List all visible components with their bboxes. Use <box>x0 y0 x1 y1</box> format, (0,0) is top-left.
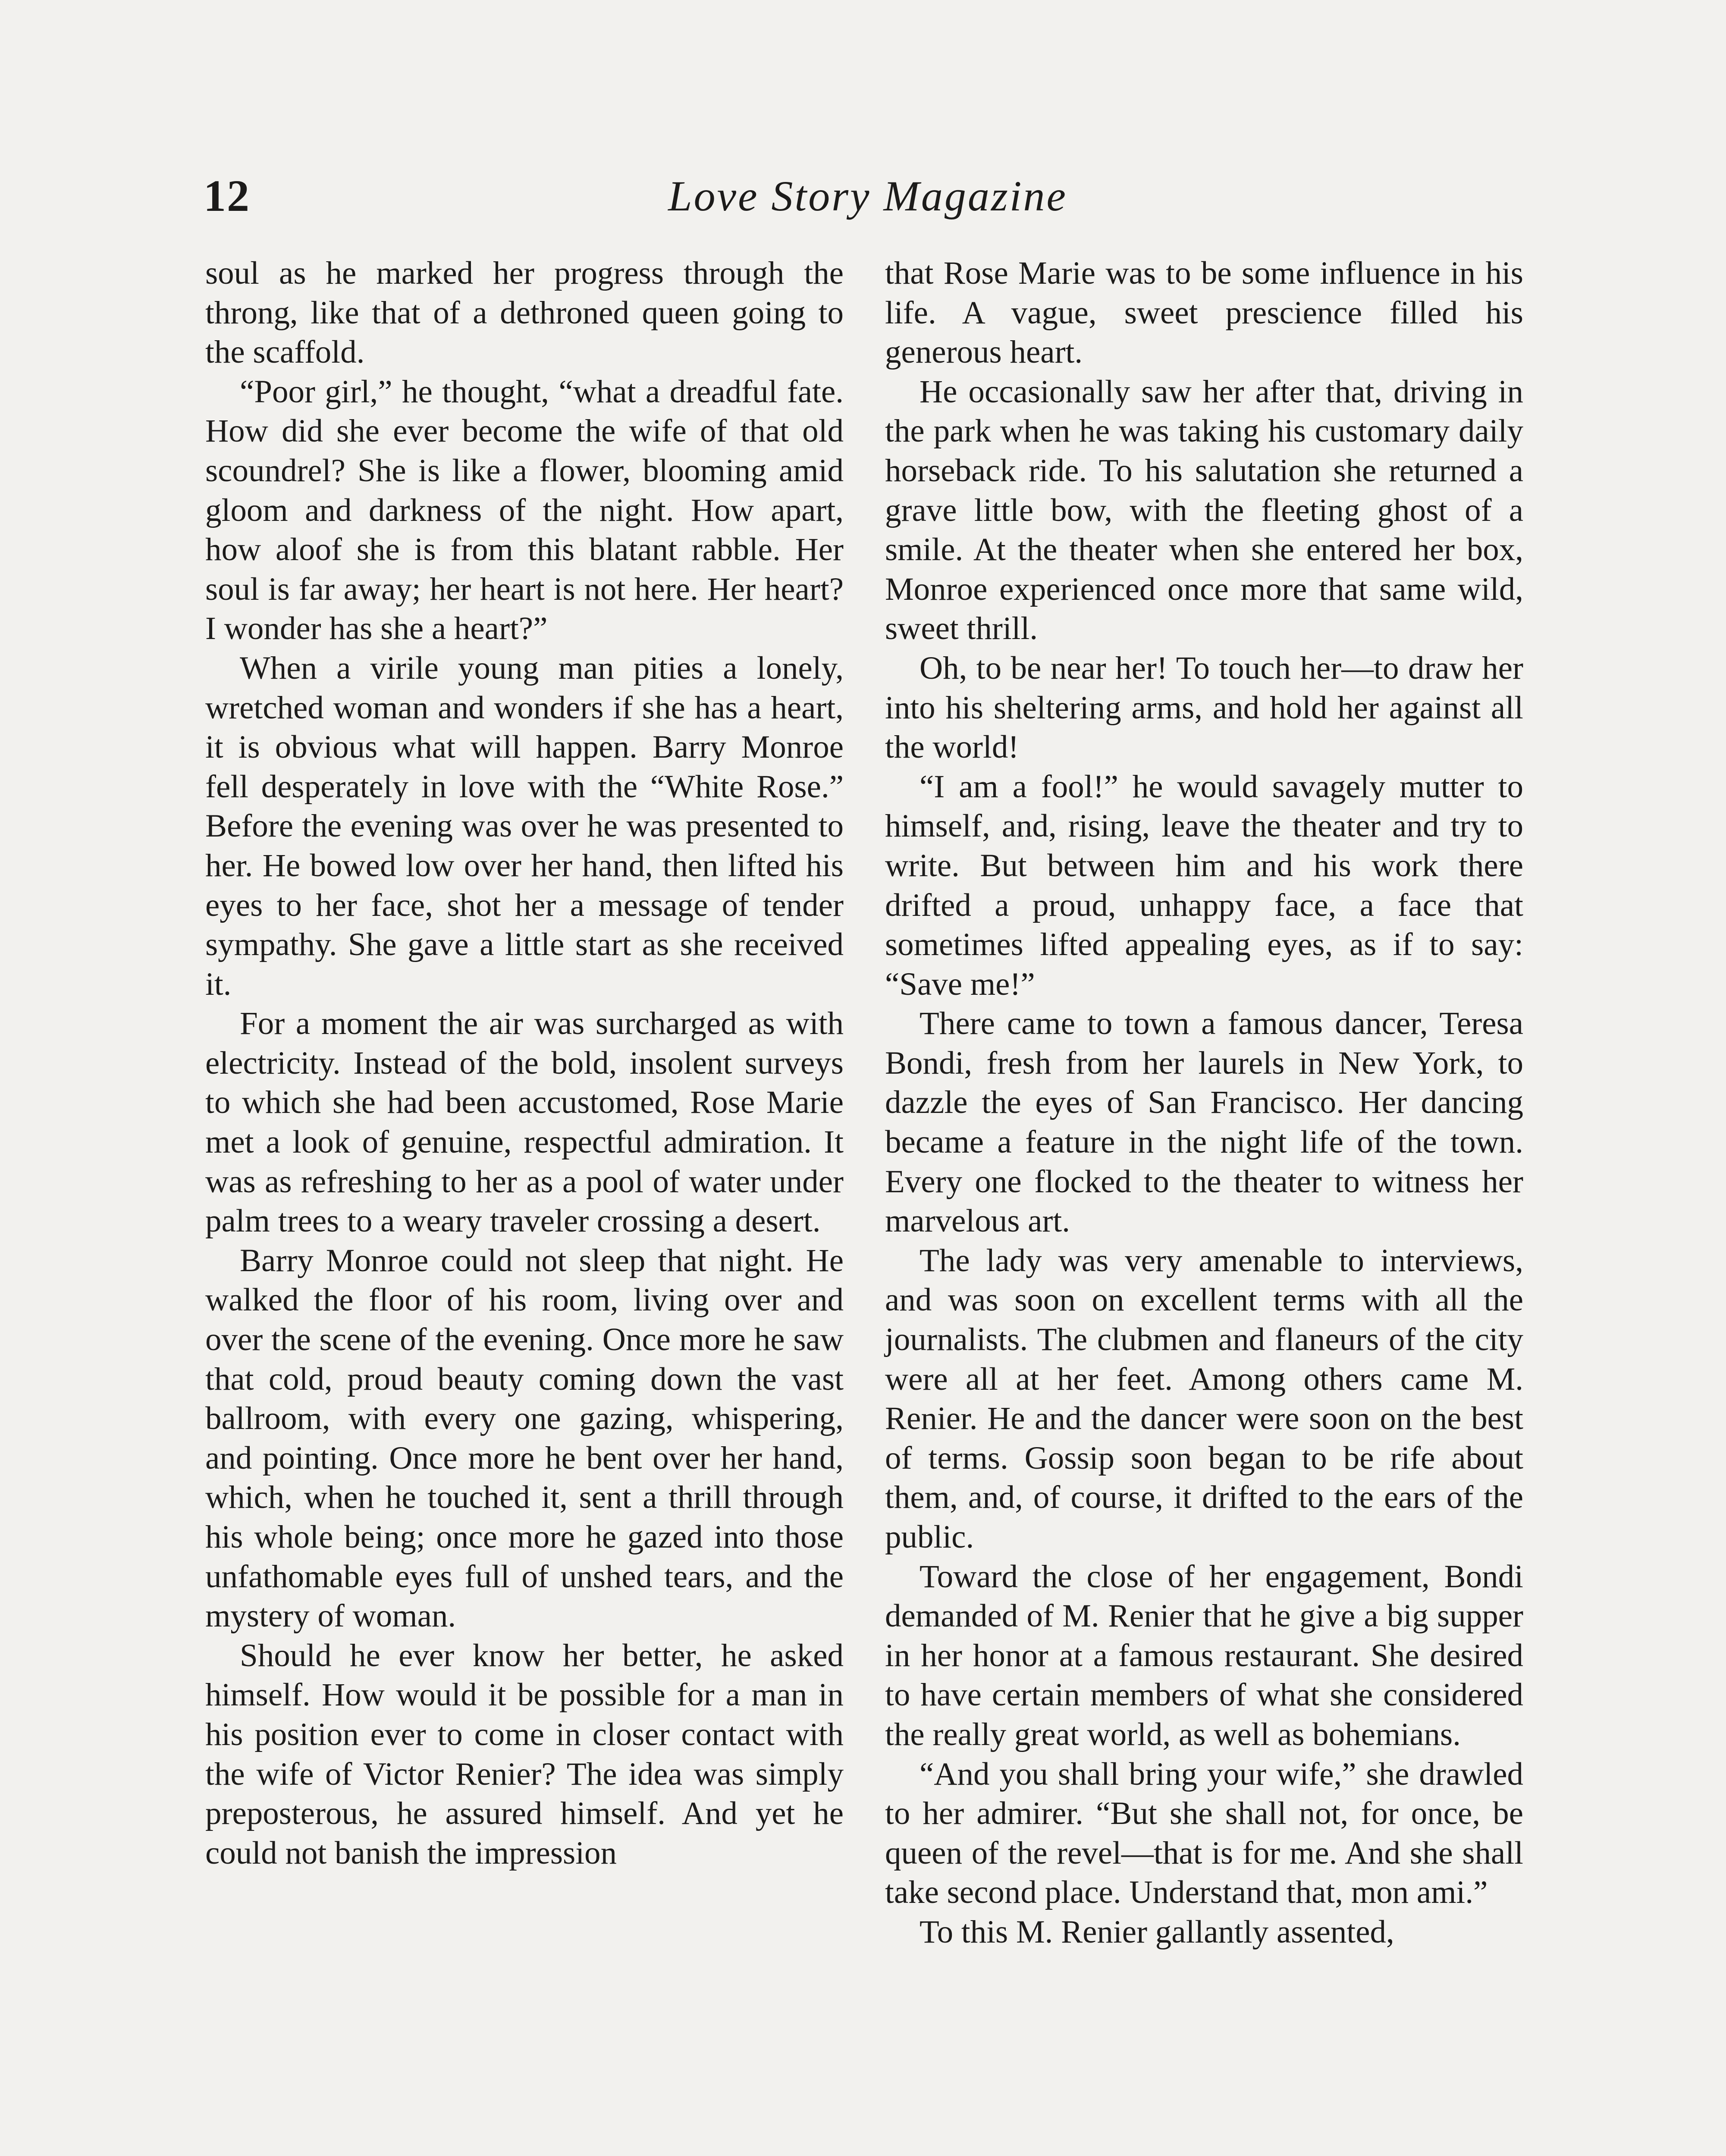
paragraph: When a virile young man pities a lonely, wretched woman and wonders if she has a heart, it is obvious what will happen. Barry Monroe fell desperately in love with the “White Rose.” Before the evening was over he was presented to her. He bowed low over her hand, then lifted his eyes to her face, shot her a message of tender sympathy. She gave a little start as she received it. <box>205 650 844 1002</box>
paragraph: To this M. Renier gallantly assented, <box>919 1914 1394 1950</box>
right-text-column <box>885 254 1523 1952</box>
paragraph: Barry Monroe could not sleep that night. He walked the floor of his room, living over and over the scene of the evening. Once more he saw that cold, proud beauty coming down the vast ballroom, with every one gazing, whispering, and pointing. Once more he bent over her hand, which, when he touched it, sent a thrill through his whole being; once more he gazed into those unfathomable eyes full of unshed tears, and the mystery of woman. <box>205 1242 844 1634</box>
paragraph: “And you shall bring your wife,” she drawled to her admirer. “But she shall not, for once, be queen of the revel—that is for me. And she shall take second place. Understand that, mon ami.” <box>885 1756 1523 1911</box>
page-header <box>204 166 1532 226</box>
paragraph: “I am a fool!” he would savagely mutter to himself, and, rising, leave the theater and try to write. But between him and his work there drifted a proud, unhappy face, a face that sometimes lifted appealing eyes, as if to say: “Save me!” <box>885 768 1523 1002</box>
paragraph: The lady was very amenable to interviews, and was soon on excellent terms with all the journalists. The clubmen and flaneurs of the city were all at her feet. Among others came M. Renier. He and the dancer were soon on the best of terms. Gossip soon began to be rife about them, and, of course, it drifted to the ears of the public. <box>885 1242 1523 1555</box>
paragraph: There came to town a famous dancer, Teresa Bondi, fresh from her laurels in New York, to dazzle the eyes of San Francisco. Her dancing became a feature in the night life of the town. Every one flocked to the theater to witness her marvelous art. <box>885 1006 1523 1239</box>
paragraph: soul as he marked her progress through the throng, like that of a dethroned queen going to the scaffold. <box>205 255 844 370</box>
paragraph: Should he ever know her better, he asked himself. How would it be possible for a man in his position ever to come in closer contact with the wife of Victor Renier? The idea was simply preposterous, he assured himself. And yet he could not banish the impression <box>205 1637 844 1871</box>
paragraph: that Rose Marie was to be some influence in his life. A vague, sweet prescience filled his generous heart. <box>885 255 1523 370</box>
paragraph: He occasionally saw her after that, driving in the park when he was taking his customary daily horseback ride. To his salutation she returned a grave little bow, with the fleeting ghost of a smile. At the theater when she entered her box, Monroe experienced once more that same wild, sweet thrill. <box>885 373 1523 647</box>
paragraph: “Poor girl,” he thought, “what a dreadful fate. How did she ever become the wife of that old scoundrel? She is like a flower, blooming amid gloom and darkness of the night. How apart, how aloof she is from this blatant rabble. Her soul is far away; her heart is not here. Her heart? I wonder has she a heart?” <box>205 373 844 647</box>
left-text-column <box>205 254 844 1873</box>
paragraph: Toward the close of her engagement, Bondi demanded of M. Renier that he give a big supper in her honor at a famous restaurant. She desired to have certain members of what she considered the really great world, as well as bohemians. <box>885 1558 1523 1752</box>
paragraph: For a moment the air was surcharged as with electricity. Instead of the bold, insolent surveys to which she had been accustomed, Rose Marie met a look of genuine, respectful admiration. It was as refreshing to her as a pool of water under palm trees to a weary traveler crossing a desert. <box>205 1006 844 1239</box>
running-title: Love Story Magazine <box>668 172 1067 220</box>
page-number: 12 <box>204 171 250 221</box>
paragraph: Oh, to be near her! To touch her—to draw her into his sheltering arms, and hold her against all the world! <box>885 650 1523 765</box>
